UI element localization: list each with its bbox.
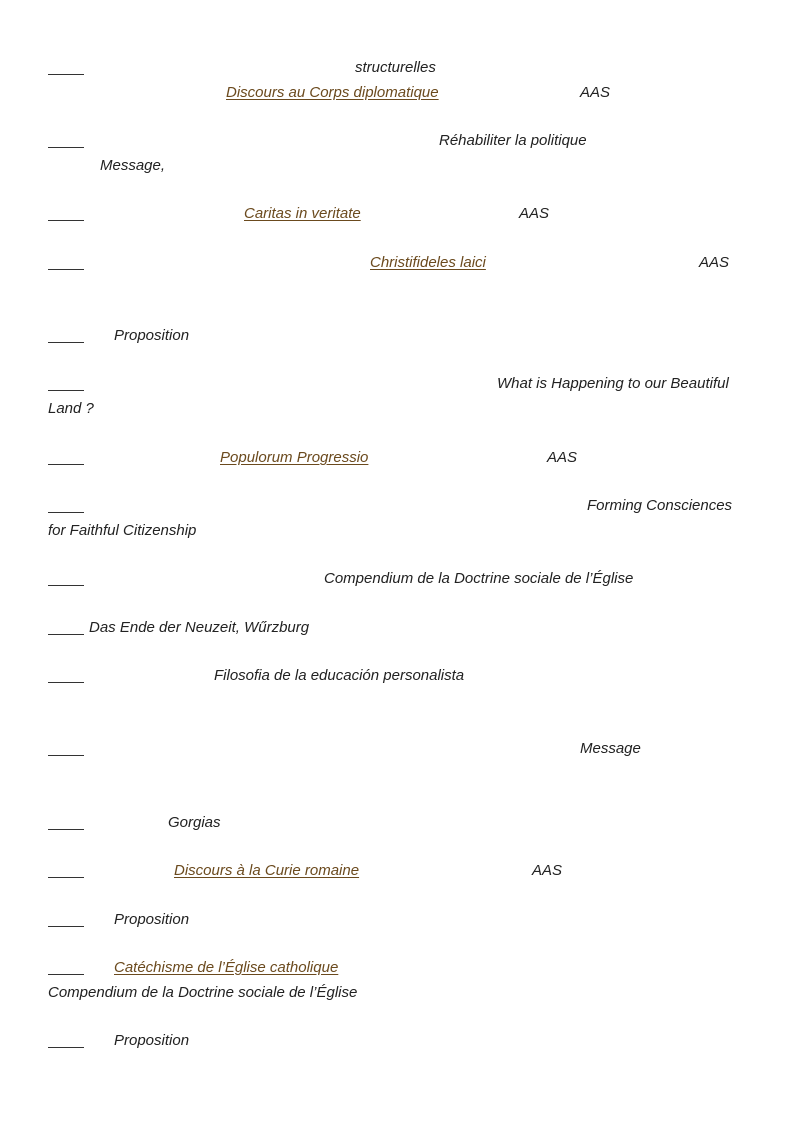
blank-line (48, 74, 84, 75)
blank-line (48, 512, 84, 513)
blank-line (48, 342, 84, 343)
entry-text: Gorgias (168, 814, 221, 831)
link-caritas-in-veritate[interactable]: Caritas in veritate (244, 205, 361, 222)
link-populorum-progressio[interactable]: Populorum Progressio (220, 449, 369, 466)
entry-text: Message, (100, 157, 166, 174)
entry-text: AAS (519, 205, 550, 222)
entry-text: Compendium de la Doctrine sociale de l’Église (324, 570, 634, 587)
entry-text: Das Ende der Neuzeit, Wűrzburg (89, 619, 310, 636)
entry-text: AAS (580, 84, 611, 101)
entry-text: AAS (532, 862, 563, 879)
entry-text: Message (580, 740, 641, 757)
blank-line (48, 390, 84, 391)
entry-text: Land ? (48, 400, 94, 417)
link-discours-corps-diplomatique[interactable]: Discours au Corps diplomatique (226, 84, 439, 101)
entry-text: Proposition (114, 1032, 190, 1049)
entry-text: What is Happening to our Beautiful (497, 375, 729, 392)
blank-line (48, 1047, 84, 1048)
blank-line (48, 147, 84, 148)
entry-text: Forming Consciences (587, 497, 733, 514)
entry-text: Filosofia de la educación personalista (214, 667, 465, 684)
entry-text: for Faithful Citizenship (48, 522, 197, 539)
entry-text: Proposition (114, 327, 190, 344)
entry-text: AAS (699, 254, 730, 271)
link-discours-curie-romaine[interactable]: Discours à la Curie romaine (174, 862, 360, 879)
blank-line (48, 682, 84, 683)
blank-line (48, 829, 84, 830)
link-christifideles-laici[interactable]: Christifideles laici (370, 254, 486, 271)
entry-text: structurelles (355, 59, 436, 76)
blank-line (48, 269, 84, 270)
blank-line (48, 877, 84, 878)
blank-line (48, 585, 84, 586)
entry-text: Compendium de la Doctrine sociale de l’Église (48, 984, 358, 1001)
blank-line (48, 974, 84, 975)
entry-text: Proposition (114, 911, 190, 928)
link-catechisme-eglise-catholique[interactable]: Catéchisme de l’Église catholique (114, 959, 339, 976)
blank-line (48, 220, 84, 221)
blank-line (48, 464, 84, 465)
blank-line (48, 755, 84, 756)
blank-line (48, 634, 84, 635)
blank-line (48, 926, 84, 927)
entry-text: Réhabiliter la politique (439, 132, 587, 149)
entry-text: AAS (547, 449, 578, 466)
